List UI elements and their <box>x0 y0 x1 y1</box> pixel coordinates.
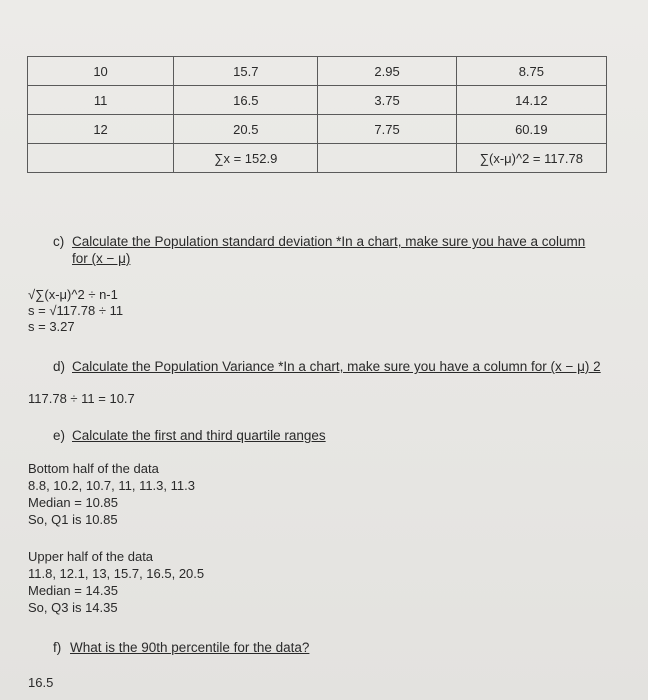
part-f-question: What is the 90th percentile for the data? <box>70 640 310 655</box>
table-cell <box>318 144 456 173</box>
table-cell: 60.19 <box>456 115 606 144</box>
table-cell: 14.12 <box>456 86 606 115</box>
sum-squared-deviation-cell: ∑(x-μ)^2 = 117.78 <box>456 144 606 173</box>
part-c-answer-formula: √∑(x-μ)^2 ÷ n-1 <box>28 287 118 302</box>
statistics-table <box>27 56 607 173</box>
upper-half-median: Median = 14.35 <box>28 583 118 598</box>
part-e-question: Calculate the first and third quartile ranges <box>72 428 326 443</box>
table-cell <box>28 144 174 173</box>
table-cell: 20.5 <box>174 115 318 144</box>
table-cell: 10 <box>28 57 174 86</box>
q3-result: So, Q3 is 14.35 <box>28 600 118 615</box>
sum-x-cell: ∑x = 152.9 <box>174 144 318 173</box>
part-e-label: e) <box>53 428 66 443</box>
part-d-question: Calculate the Population Variance *In a chart, make sure you have a column for (x − μ) 2 <box>72 359 601 374</box>
table-cell: 12 <box>28 115 174 144</box>
table-sum-row <box>28 144 607 173</box>
table-cell: 2.95 <box>318 57 456 86</box>
upper-half-heading: Upper half of the data <box>28 549 154 564</box>
table-row <box>28 57 607 86</box>
upper-half-values: 11.8, 12.1, 13, 15.7, 16.5, 20.5 <box>28 566 205 581</box>
table-row <box>28 86 607 115</box>
part-f-answer: 16.5 <box>28 675 54 690</box>
bottom-half-median: Median = 10.85 <box>28 495 118 510</box>
table-cell: 15.7 <box>174 57 318 86</box>
table-cell: 16.5 <box>174 86 318 115</box>
table-row <box>28 115 607 144</box>
part-d-answer: 117.78 ÷ 11 = 10.7 <box>28 391 135 406</box>
part-d-label: d) <box>53 359 66 374</box>
bottom-half-heading: Bottom half of the data <box>28 461 159 476</box>
part-c-question-line2: for (x − μ) <box>72 251 131 266</box>
part-c-answer-result: s = 3.27 <box>28 319 75 334</box>
table-cell: 3.75 <box>318 86 456 115</box>
q1-result: So, Q1 is 10.85 <box>28 512 118 527</box>
part-f-label: f) <box>53 640 62 655</box>
table-cell: 7.75 <box>318 115 456 144</box>
table-cell: 11 <box>28 86 174 115</box>
bottom-half-values: 8.8, 10.2, 10.7, 11, 11.3, 11.3 <box>28 478 195 493</box>
part-c-question-line1: Calculate the Population standard deviation *In a chart, make sure you have a column <box>72 234 586 249</box>
part-c-answer-line: s = √117.78 ÷ 11 <box>28 303 124 318</box>
table-cell: 8.75 <box>456 57 606 86</box>
part-c-label: c) <box>53 234 65 249</box>
